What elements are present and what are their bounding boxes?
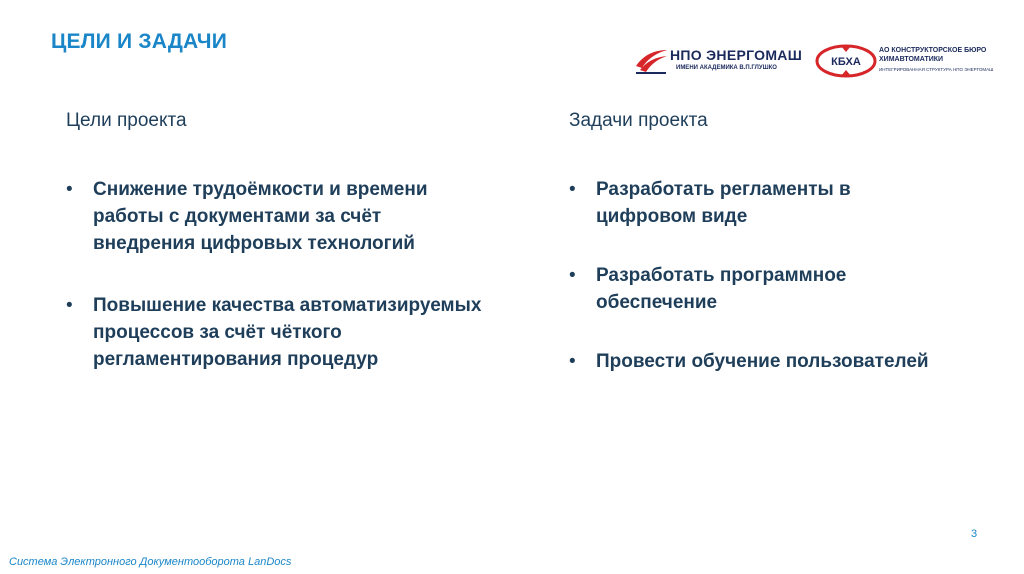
kbha-logo-line1: АО КОНСТРУКТОРСКОЕ БЮРО [879, 47, 987, 54]
bullet-icon: • [569, 265, 576, 286]
task-item [569, 262, 929, 316]
footer-text: Система Электронного Документооборота LanDocs [9, 556, 292, 568]
task-item [569, 176, 929, 230]
tasks-column [569, 110, 929, 407]
tasks-list [569, 176, 929, 375]
kbha-logo [815, 44, 998, 78]
goals-heading: Цели проекта [66, 110, 187, 131]
bullet-icon: • [66, 295, 73, 316]
slide-title: ЦЕЛИ И ЗАДАЧИ [51, 30, 228, 53]
goal-item-text: Повышение качества автоматизируемых процессов за счёт чёткого регламентирования процедур [93, 295, 482, 370]
goals-column [66, 110, 486, 408]
bullet-icon: • [569, 351, 576, 372]
npo-logo-subtitle: ИМЕНИ АКАДЕМИКА В.П.ГЛУШКО [676, 65, 777, 71]
npo-logo-name: НПО ЭНЕРГОМАШ [670, 47, 803, 63]
kbha-emblem-icon [815, 44, 877, 78]
page-number: 3 [971, 528, 978, 540]
npo-energomash-logo [634, 44, 810, 78]
bullet-icon: • [569, 179, 576, 200]
task-item-text: Разработать программное обеспечение [596, 265, 847, 313]
kbha-logo-line3: ИНТЕГРИРОВАННАЯ СТРУКТУРА НПО ЭНЕРГОМАШ [879, 67, 994, 72]
goal-item [66, 292, 486, 373]
task-item-text: Разработать регламенты в цифровом виде [596, 179, 851, 227]
goals-list [66, 176, 486, 373]
bullet-icon: • [66, 179, 73, 200]
npo-swoosh-icon [634, 46, 668, 76]
kbha-emblem-abbr: КБХА [831, 56, 861, 68]
goal-item [66, 176, 486, 257]
kbha-logo-line2: ХИМАВТОМАТИКИ [879, 56, 944, 63]
task-item-text: Провести обучение пользователей [596, 351, 929, 372]
task-item [569, 348, 929, 375]
tasks-heading: Задачи проекта [569, 110, 708, 131]
goal-item-text: Снижение трудоёмкости и времени работы с документами за счёт внедрения цифровых технологий [93, 179, 428, 254]
logo-bar [634, 44, 998, 78]
